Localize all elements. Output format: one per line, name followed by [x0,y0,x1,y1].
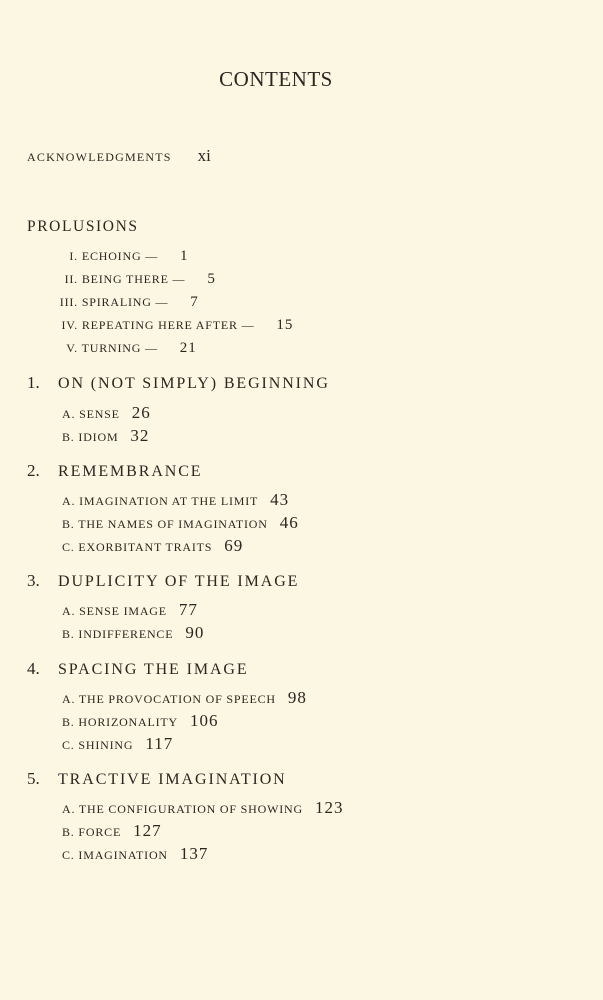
chapter-title: ON (NOT SIMPLY) BEGINNING [58,375,330,392]
section-entry [62,513,299,533]
chapter-title: TRACTIVE IMAGINATION [58,771,287,788]
chapter-number: 2. [27,461,40,480]
section-entry [62,623,204,643]
prolusion-page: 1 [180,248,189,264]
prolusion-entry [0,248,189,265]
section-entry [62,798,343,818]
section-entry [62,490,289,510]
chapter-number: 4. [27,659,40,678]
section-entry [62,734,173,754]
section-label: THE NAMES OF IMAGINATION [78,517,268,531]
section-entry [62,821,162,841]
section-letter: A. [62,604,76,618]
section-entry [62,600,198,620]
section-letter: A. [62,407,76,421]
section-label: IDIOM [78,430,119,444]
section-page: 32 [130,426,150,445]
chapter-number: 3. [27,571,40,590]
prolusion-label: TURNING — [81,341,158,355]
section-letter: B. [62,627,75,641]
chapter-heading [27,373,330,393]
section-entry [62,844,208,864]
section-letter: B. [62,715,75,729]
chapter-title: DUPLICITY OF THE IMAGE [58,573,300,590]
prolusion-label: SPIRALING — [81,295,169,309]
section-label: SENSE IMAGE [79,604,167,618]
section-label: SHINING [78,738,134,752]
prolusion-entry [0,294,199,311]
acknowledgments-page: xi [197,146,211,165]
section-label: SENSE [79,407,120,421]
section-entry [62,536,243,556]
acknowledgments-label: ACKNOWLEDGMENTS [27,150,172,164]
section-entry [62,426,149,446]
prolusion-numeral: V. [66,341,78,355]
section-label: IMAGINATION AT THE LIMIT [79,494,259,508]
prolusion-page: 21 [179,340,197,356]
section-label: IMAGINATION [78,848,168,862]
section-letter: A. [62,802,76,816]
chapter-heading [27,659,249,679]
section-letter: B. [62,517,75,531]
section-label: EXORBITANT TRAITS [78,540,213,554]
prolusion-numeral: II. [64,272,78,286]
prolusion-entry [0,317,293,334]
section-letter: B. [62,430,75,444]
chapter-heading [27,461,202,481]
section-entry [62,711,219,731]
section-entry [62,688,307,708]
section-label: HORIZONALITY [78,715,179,729]
prolusion-numeral: III. [59,295,78,309]
chapter-heading [27,769,287,789]
prolusion-page: 15 [276,317,294,333]
section-letter: A. [62,692,76,706]
prolusions-heading: PROLUSIONS [27,218,139,235]
prolusion-page: 5 [207,271,216,287]
section-letter: C. [62,738,75,752]
section-label: THE CONFIGURATION OF SHOWING [78,802,303,816]
section-entry [62,403,151,423]
section-page: 127 [133,821,162,840]
section-letter: C. [62,540,75,554]
prolusion-numeral: IV. [61,318,78,332]
section-page: 26 [131,403,151,422]
section-page: 46 [279,513,299,532]
chapter-number: 1. [27,373,40,392]
section-page: 117 [145,734,174,753]
chapter-heading [27,571,299,591]
prolusion-label: BEING THERE — [81,272,186,286]
prolusion-numeral: I. [69,249,78,263]
section-page: 123 [314,798,344,817]
section-letter: C. [62,848,75,862]
section-letter: B. [62,825,75,839]
section-page: 69 [224,536,244,555]
prolusion-entry [0,271,216,288]
chapter-number: 5. [27,769,40,788]
section-page: 98 [287,688,307,707]
section-page: 106 [190,711,219,730]
prolusion-label: REPEATING HERE AFTER — [81,318,255,332]
section-letter: A. [62,494,76,508]
prolusion-page: 7 [190,294,199,310]
prolusion-entry [0,340,197,357]
prolusion-label: ECHOING — [81,249,159,263]
section-page: 77 [178,600,198,619]
section-page: 43 [270,490,290,509]
acknowledgments-entry [27,146,211,166]
page-title: CONTENTS [219,67,333,91]
section-page: 137 [179,844,209,863]
section-label: INDIFFERENCE [78,627,174,641]
chapter-title: SPACING THE IMAGE [58,661,249,678]
chapter-title: REMEMBRANCE [58,463,203,480]
section-label: FORCE [78,825,122,839]
section-page: 90 [185,623,205,642]
section-label: THE PROVOCATION OF SPEECH [78,692,276,706]
